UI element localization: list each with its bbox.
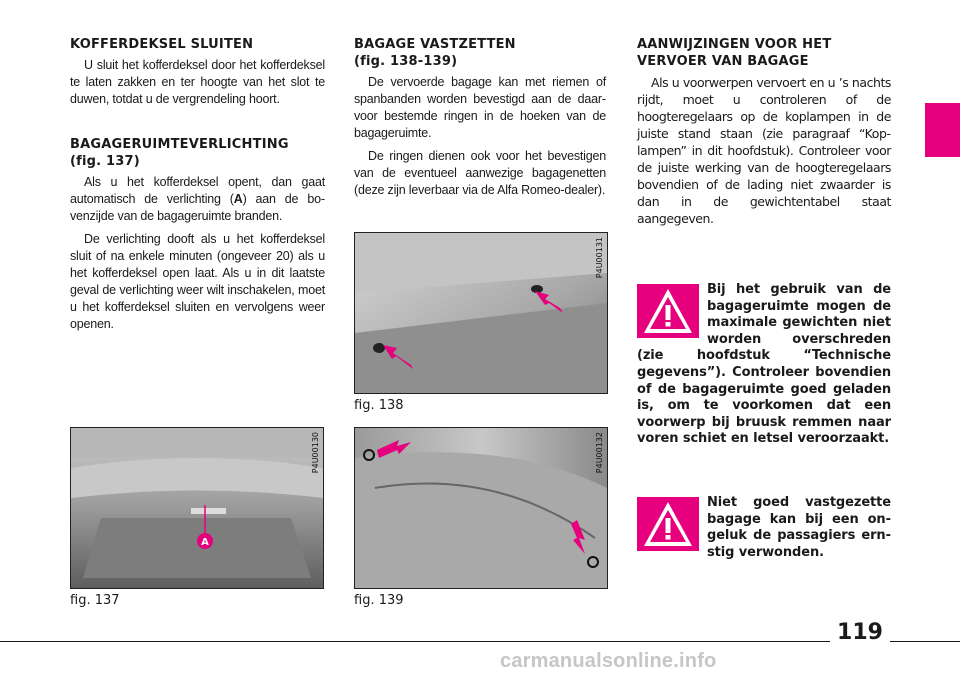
warning-text-2: Niet goed vastgezette bagage kan bij een ongeluk de passagiers ernstig verwonden. (707, 495, 891, 560)
paragraph-verlichting-dooft: De verlichting dooft als u het kofferdeksel sluit of na enkele minuten (ongeveer 20) als u het kofferdeksel open laat. Als u in dit laatste geval de verlichting weer wilt inschakelen, moet u het kofferdeksel sluiten en vervolgens weer openen. (70, 232, 325, 331)
paragraph-ringen: De ringen dienen ook voor het bevestigen van de eventueel aanwezige bagagenetten (deze zijn leverbaar via de Alfa Romeo-dealer). (354, 149, 606, 197)
heading-kofferdeksel-sluiten: KOFFERDEKSEL SLUITEN (70, 37, 254, 52)
warning-triangle-icon (637, 497, 699, 551)
label-a-ref: A (233, 192, 243, 206)
heading-ref-close-2: ) (451, 54, 458, 69)
fig138-code: P4U00131 (595, 237, 604, 279)
figure-139-photo (354, 427, 608, 589)
heading-bagageruimteverlichting (70, 136, 325, 170)
warning-triangle-icon (637, 284, 699, 338)
trunk-rings-illustration-139 (355, 428, 607, 588)
heading-ref-fig137: fig. 137 (76, 154, 134, 169)
trunk-light-illustration (71, 428, 323, 588)
paragraph-verlichting (70, 174, 325, 225)
column-2 (354, 36, 606, 205)
fig139-caption: fig. 139 (354, 593, 404, 608)
fig138-caption: fig. 138 (354, 398, 404, 413)
fig139-code: P4U00132 (595, 432, 604, 474)
trunk-rings-illustration-138 (355, 233, 607, 393)
warning-text-1: Bij het gebruik van de bagageruimte mogen de maximale gewichten niet worden overschreden (zie hoofdstuk “Technische gegevens”). Controleer bovendien of de bagageruimte goed geladen is, om te voorkomen dat een voorwerp bij bruusk remmen naar voren schiet en letsel veroorzaakt. (637, 282, 891, 447)
heading-ref-close: ) (133, 154, 140, 169)
heading-ref-open-2: ( (354, 54, 361, 69)
watermark: carmanualsonline.info (500, 650, 717, 672)
heading-ref-fig138-139: fig. 138-139 (360, 54, 452, 69)
fig137-label-a: A (201, 537, 209, 548)
heading-bagageruimteverlichting-text: BAGAGERUIMTEVERLICHTING (70, 137, 289, 152)
heading-aanwijzingen: AANWIJZINGEN VOOR HET VERVOER VAN BAGAGE (637, 37, 832, 69)
paragraph-kofferdeksel: U sluit het kofferdeksel door het kofferdeksel te laten zakken en ter hoogte van het slot te duwen, totdat u de vergrendeling hoort. (70, 58, 325, 106)
paragraph-verlichting-a: Als u het kofferdeksel opent, dan gaat automatisch de verlichting ( (70, 175, 325, 206)
column-1 (70, 36, 325, 339)
column-3 (637, 36, 891, 233)
figure-137-photo (70, 427, 324, 589)
fig137-caption: fig. 137 (70, 593, 120, 608)
heading-ref-open: ( (70, 154, 77, 169)
page-number: 119 (830, 620, 890, 645)
paragraph-aanwijzingen: Als u voorwerpen vervoert en u ’s nachts rijdt, moet u controleren of de hoogteregelaars op de koplampen in de juiste stand staan (zie paragraaf “Koplampen” in dit hoofdstuk). Controleer voor de juiste werking van de hoogteregelaars bovendien of de lading niet zwaarder is dan in de gewichtentabel staat aangegeven. (637, 75, 891, 226)
heading-bagage-vastzetten (354, 36, 606, 70)
figure-138-photo (354, 232, 608, 394)
warning-block-2 (637, 495, 891, 561)
fig137-code: P4U00130 (311, 432, 320, 474)
section-tab (925, 103, 960, 157)
footer-rule (0, 641, 960, 642)
paragraph-bagage-riemen: De vervoerde bagage kan met riemen of spanbanden worden bevestigd aan de daarvoor bestemde ringen in de hoeken van de bagageruimte. (354, 75, 606, 140)
warning-block-1 (637, 282, 891, 448)
paragraph-verlichting-c: ) aan de bovenzijde van de bagageruimte branden. (70, 192, 325, 223)
heading-bagage-vastzetten-text: BAGAGE VASTZETTEN (354, 37, 516, 52)
